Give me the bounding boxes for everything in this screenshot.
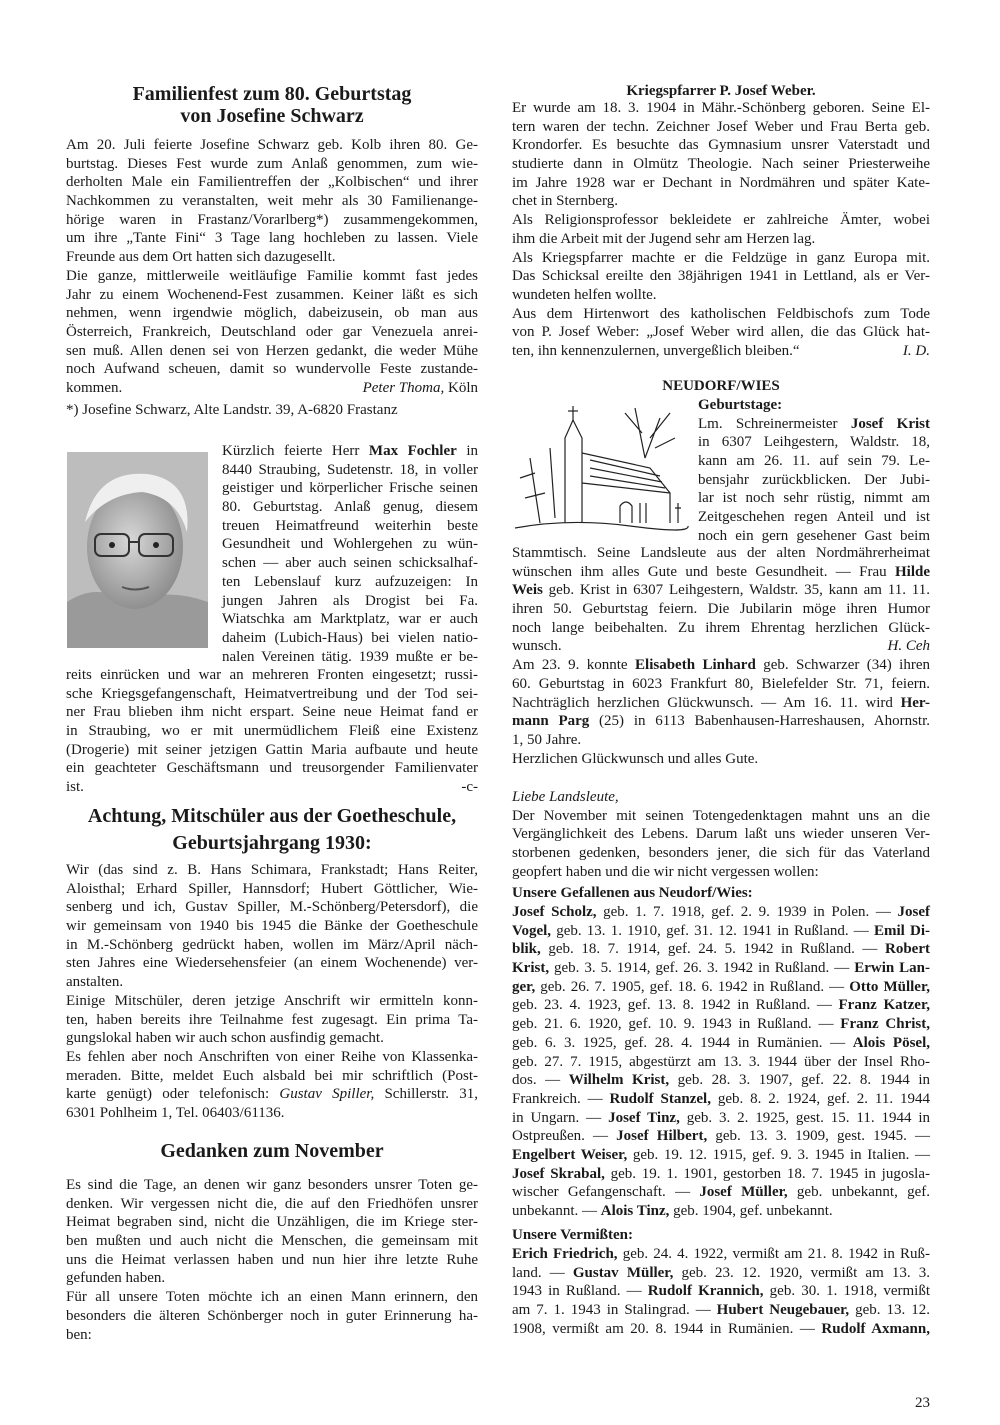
bold-name: Josef Tinz, xyxy=(608,1109,680,1126)
text-line: storbenen gedenken, besonders jener, die sich für das Vaterland xyxy=(512,845,930,862)
text-line xyxy=(512,1245,930,1264)
paragraph xyxy=(512,305,930,361)
text-line: wir gemeinsam von 1940 bis 1945 die Bänke der Goetheschule xyxy=(66,918,478,935)
text-line: gefunden haben. xyxy=(66,1270,166,1287)
neudorf-heading: NEUDORF/WIES xyxy=(662,378,780,394)
familienfest-body xyxy=(66,136,478,398)
text-line: Er wurde am 18. 3. 1904 in Mähr.-Schönberg geboren. Seine El- xyxy=(512,100,930,116)
text-run: geb. 1904, gef. unbekannt. xyxy=(669,1203,833,1219)
text-line: treuen Heimatfreund weiterhin beste xyxy=(222,517,478,534)
text-run: Schillerstr. 31, xyxy=(374,1086,478,1103)
text-line: noch ein gern gesehener Gast beim xyxy=(698,527,930,544)
text-line: lar ist noch sehr rüstig, nimmt am xyxy=(698,490,930,507)
text-line xyxy=(512,694,930,713)
text-line: um ihre „Tante Fini“ 3 Tage lang hochleben zu lassen. Viele xyxy=(66,230,478,247)
gedanken-body xyxy=(66,1176,478,1344)
text-run: land. — xyxy=(512,1264,573,1281)
text-line: noch lange beibehalten. Zu ihrem Ehrentag herzlichen Glück- xyxy=(512,619,930,636)
text-run: geb. 13. 3. 1909, gest. 1945. — xyxy=(707,1128,930,1145)
text-line xyxy=(512,1264,930,1283)
text-run: geb. 19. 12. 1915, gef. 9. 3. 1945 in Italien. — xyxy=(627,1146,930,1163)
text-line xyxy=(512,978,930,997)
text-line xyxy=(512,1127,930,1146)
text-line xyxy=(66,1085,478,1104)
paragraph xyxy=(512,211,930,248)
text-line: ner Frau blieben ihm nicht erspart. Seine neue Heimat fand er xyxy=(66,704,478,721)
church-drawing xyxy=(510,398,690,538)
text-run: Frankreich. — xyxy=(512,1090,610,1107)
text-run: kommen. xyxy=(66,379,123,396)
bold-name: Franz Katzer, xyxy=(838,997,930,1014)
paragraph xyxy=(66,1288,478,1344)
text-line: noch Aufwand scheuen, damit so wundervolle Feste zustande- xyxy=(66,361,478,378)
bold-name: Josef Hilbert, xyxy=(616,1128,708,1145)
paragraph xyxy=(512,656,930,749)
paragraph xyxy=(512,788,930,807)
text-line: tern waren der techn. Zeichner Josef Weber und Frau Berta geb. xyxy=(512,118,930,135)
text-line: Es fehlen aber noch Anschriften von einer Reihe von Klassenka- xyxy=(66,1048,478,1065)
title-line: Gedanken zum November xyxy=(160,1140,384,1162)
text-line xyxy=(512,637,930,656)
text-line: im Jahre 1928 war er Dechant in Nordmähren und später Kate- xyxy=(512,174,930,191)
bold-name: Erwin Lan- xyxy=(854,960,930,977)
bold-name: Robert xyxy=(885,941,930,958)
text-run: 1908, vermißt am 20. 8. 1944 in Rumänien. — xyxy=(512,1320,822,1337)
text-line xyxy=(512,1320,930,1339)
text-line: schen — aber auch seinen schicksalhaf- xyxy=(222,555,478,572)
text-line xyxy=(512,1282,930,1301)
signature xyxy=(461,778,478,797)
text-line xyxy=(512,1146,930,1165)
text-line xyxy=(512,342,930,361)
text-line xyxy=(512,922,930,941)
text-run: geb. 13. 12. xyxy=(849,1302,930,1319)
text-run: geb. Schwarzer (34) ihren xyxy=(755,657,931,674)
text-line xyxy=(512,940,930,959)
text-line: ten Lebenslauf kurz aufzuzeigen: In xyxy=(222,573,478,590)
neudorf-side xyxy=(698,396,930,546)
text-run: -c- xyxy=(461,779,478,796)
text-line: Zeitgeschehen regen Anteil und ist xyxy=(698,509,930,526)
text-line: (Drogerie) mit seiner jetzigen Gattin Maria aufbaute und heute xyxy=(66,741,478,758)
text-run: wunsch. xyxy=(512,638,562,655)
text-run: geb. Krist in 6307 Leihgestern, Waldstr. 35, kann am 11. 11. xyxy=(542,582,930,599)
text-run: geb. 3. 2. 1925, gest. 15. 11. 1944 in xyxy=(679,1109,931,1126)
bold-name: blik, xyxy=(512,941,541,958)
text-run: geb. 19. 1. 1901, gestorben 18. 7. 1945 in jugosla- xyxy=(604,1165,930,1182)
text-line: burtstag. Dieses Fest wurde zum Anlaß genommen, zum wie- xyxy=(66,155,478,172)
vermisste-list xyxy=(512,1245,930,1338)
text-line: Jahr zu einem Wochenend-Fest zusammen. Keiner läßt es sich xyxy=(66,286,478,303)
paragraph xyxy=(66,1176,478,1288)
text-run: Am 23. 9. konnte xyxy=(512,657,636,674)
text-line xyxy=(512,1301,930,1320)
text-run: geb. unbekannt, gef. xyxy=(787,1184,931,1201)
text-run: geb. 21. 6. 1920, gef. 10. 9. 1943 in Rußland. — xyxy=(512,1016,841,1033)
bold-name: Josef Skrabal, xyxy=(512,1165,605,1182)
text-line: daheim (Lubich-Haus) bei vielen natio- xyxy=(222,629,478,646)
text-line: geistiger und körperlicher Frische seinen xyxy=(222,480,478,497)
text-line: Die ganze, mittlerweile weitläufige Familie kommt fast jedes xyxy=(66,267,478,284)
text-line xyxy=(512,1090,930,1109)
text-line: meraden. Bitte, meldet Euch alsbald bei mir schriftlich (Post- xyxy=(66,1067,478,1084)
bold-name: Rudolf Axmann, xyxy=(821,1320,930,1337)
bold-name: Josef Müller, xyxy=(699,1184,788,1201)
vermisste-heading: Unsere Vermißten: xyxy=(512,1227,633,1243)
text-line: von P. Josef Weber: „Josef Weber wird allen, die das Glück hat- xyxy=(512,324,930,341)
text-line: chet in Sternberg. xyxy=(512,193,618,210)
text-line xyxy=(512,1034,930,1053)
text-line: besonders die älteren Schönberger noch in guter Erinnerung ha- xyxy=(66,1307,478,1324)
text-line xyxy=(512,1109,930,1128)
paragraph xyxy=(66,267,478,398)
signature xyxy=(903,342,930,361)
text-line: 80. Geburtstag. Anlaß genug, diesem xyxy=(222,499,478,516)
bold-name: Josef Scholz, xyxy=(512,904,597,920)
portrait-photo xyxy=(67,452,208,648)
text-line: sten Jahres eine Wiedersehensfeier (an einem Wochenende) ver- xyxy=(66,955,478,972)
text-run: geb. 26. 7. 1905, gef. 18. 6. 1942 in Rußland. — xyxy=(535,978,850,995)
italic-text: Peter Thoma, xyxy=(362,379,445,396)
text-line: sche Kriegsgefangenschaft, Heimatvertreibung und der Tod sei- xyxy=(66,685,478,702)
text-line: Aus dem Hirtenwort des katholischen Feldbischofs zum Tode xyxy=(512,305,930,322)
text-run: Kürzlich feierte Herr xyxy=(222,443,369,459)
text-line xyxy=(512,959,930,978)
text-line: in Straubing, wo er mit unermüdlichem Fleiß eine Existenz xyxy=(66,723,478,740)
paragraph xyxy=(512,1245,930,1338)
text-line: nalen Vereinen tätig. 1939 mußte er be- xyxy=(222,648,478,665)
text-run: geb. 1. 7. 1918, gef. 2. 9. 1939 in Polen. — xyxy=(596,904,898,920)
bold-name: Rudolf Krannich, xyxy=(647,1283,764,1300)
line-text xyxy=(66,379,122,398)
text-line xyxy=(512,581,930,600)
text-line xyxy=(512,656,930,675)
paragraph xyxy=(66,401,478,420)
text-run: ten, ihn kennenzulernen, unvergeßlich bleiben.“ xyxy=(512,342,800,359)
text-line: ihm die Arbeit mit der Jugend sehr am Herzen lag. xyxy=(512,230,816,247)
bold-name: Josef xyxy=(897,904,930,920)
bold-name: Max Fochler xyxy=(368,443,457,459)
text-line: Gesundheit und Wohlergehen zu wün- xyxy=(222,536,478,553)
text-run: geb. 28. 3. 1907, gef. 22. 8. 1944 in xyxy=(669,1072,930,1089)
title-line: Achtung, Mitschüler aus der Goetheschule, xyxy=(87,805,457,827)
text-line: Für all unsere Toten möchte ich an einen Mann erinnern, den xyxy=(66,1289,478,1306)
text-line xyxy=(66,379,478,398)
text-line: Herzlichen Glückwunsch und alles Gute. xyxy=(512,750,759,767)
text-line xyxy=(512,1202,930,1221)
familienfest-footnote xyxy=(66,401,478,420)
gedanken-title xyxy=(66,1140,478,1162)
text-line: 8440 Straubing, Sudetenstr. 18, in voller xyxy=(222,461,478,478)
page-number: 23 xyxy=(915,1395,930,1411)
bold-name: Elisabeth Linhard xyxy=(635,657,756,674)
line-text xyxy=(512,342,800,361)
text-run: Lm. Schreinermeister xyxy=(698,415,851,432)
familienfest-title xyxy=(66,83,478,127)
bold-name: Franz Christ, xyxy=(840,1016,930,1033)
text-line: in 6307 Leihgestern, Waldstr. 18, xyxy=(698,434,930,451)
line-text xyxy=(66,778,84,797)
text-line xyxy=(66,778,478,797)
text-line xyxy=(512,563,930,582)
bold-name: Alois Tinz, xyxy=(600,1203,670,1219)
italic-text: Liebe Landsleute, xyxy=(512,789,619,805)
text-line: Österreich, Frankreich, Deutschland oder gar Venezuela anrei- xyxy=(66,323,478,340)
text-line: anstalten. xyxy=(66,974,124,991)
gefallene-list xyxy=(512,903,930,1221)
paragraph xyxy=(512,249,930,305)
bold-name: Josef Krist xyxy=(850,415,930,432)
text-line: ihren 50. Geburtstag feiern. Die Jubilarin möge ihren Humor xyxy=(512,601,930,618)
text-line xyxy=(512,1165,930,1184)
text-run: geb. 6. 3. 1925, gef. 28. 4. 1944 in Rumänien. — xyxy=(512,1034,853,1051)
text-line: ben mußten und auch nicht die Menschen, die gemeinsam mit xyxy=(66,1233,478,1250)
text-line: geb. 27. 7. 1915, abgestürzt am 13. 3. 1944 über der Insel Rho- xyxy=(512,1053,930,1070)
text-line xyxy=(512,903,930,922)
text-run: karte genügt) oder telefonisch: xyxy=(66,1086,280,1103)
signature xyxy=(363,379,478,398)
text-line: Am 20. Juli feierte Josefine Schwarz geb. Kolb ihren 80. Ge- xyxy=(66,137,478,153)
landsleute-body xyxy=(512,788,930,881)
text-line xyxy=(512,788,930,807)
text-line: ben: xyxy=(66,1326,92,1343)
text-line: *) Josefine Schwarz, Alte Landstr. 39, A-6820 Frastanz xyxy=(66,402,398,418)
paragraph xyxy=(66,992,478,1048)
text-line: Heimat begraben sind, nicht die Unzähligen, die im Kriege ster- xyxy=(66,1214,478,1231)
text-line: Vergänglichkeit des Lebens. Darum laßt uns wieder unseren Ver- xyxy=(512,826,930,843)
text-line: Aloisthal; Erhard Spiller, Hannsdorf; Hubert Göttlicher, Wie- xyxy=(66,880,478,897)
text-line: jungen Jahren als Drogist bei Fa. xyxy=(222,592,478,609)
geburtstage-subheading: Geburtstage: xyxy=(698,397,783,413)
text-line: bensjahr zurückblicken. Der Jubi- xyxy=(698,471,930,488)
text-line: studierte dann in Olmütz Theologie. Nach seiner Priesterweihe xyxy=(512,156,930,173)
bold-name: ger, xyxy=(512,978,536,995)
paragraph xyxy=(66,1048,478,1123)
text-line: hörige waren in Frastanz/Vorarlberg*) zusammengekommen, xyxy=(66,211,478,228)
fochler-body xyxy=(66,666,478,797)
bold-name: Krist, xyxy=(512,960,550,977)
text-run: geb. 18. 7. 1914, gef. 24. 5. 1942 in Rußland. — xyxy=(540,941,885,958)
title-line: Geburtsjahrgang 1930: xyxy=(172,832,372,854)
text-line: denken. Wir vergessen nicht die, die auf den Friedhöfen unsrer xyxy=(66,1195,478,1212)
text-run: in xyxy=(456,443,478,459)
text-line: ein geachteter Geschäftsmann und treusorgender Familienvater xyxy=(66,760,478,777)
text-line: Krondorfer. Es besuchte das Gymnasium unsrer Vaterstadt und xyxy=(512,137,930,154)
gefallene-heading: Unsere Gefallenen aus Neudorf/Wies: xyxy=(512,885,753,901)
text-line: geopfert haben und die wir nicht vergessen wollen: xyxy=(512,863,819,880)
text-line: Der November mit seinen Totengedenktagen mahnt uns an die xyxy=(512,807,930,824)
text-line xyxy=(512,996,930,1015)
weber-heading: Kriegspfarrer P. Josef Weber. xyxy=(626,83,816,99)
text-line: kann am 26. 11. auf sein 79. Le- xyxy=(698,453,930,470)
line-text xyxy=(512,637,562,656)
bold-name: Engelbert Weiser, xyxy=(512,1146,628,1163)
neudorf-body xyxy=(512,544,930,768)
text-line: ten, haben bereits ihre Teilnahme fest zugesagt. Ein prima Ta- xyxy=(66,1011,478,1028)
text-line xyxy=(512,1183,930,1202)
text-run: geb. 13. 1. 1910, gef. 31. 12. 1941 in Rußland. — xyxy=(551,922,874,939)
bold-name: Otto Müller, xyxy=(849,978,930,995)
text-line: Freunde aus dem Ort hatten sich dazugesellt. xyxy=(66,249,336,266)
text-line: in M.-Schönberg gedrückt haben, wollen im März/April näch- xyxy=(66,936,478,953)
text-line: Wir (das sind z. B. Hans Schimara, Frankstadt; Hans Reiter, xyxy=(66,862,478,878)
text-line: Als Religionsprofessor bekleidete er zahlreiche Ämter, wobei xyxy=(512,212,930,229)
bold-name: Hubert Neugebauer, xyxy=(716,1302,850,1319)
text-run: (25) in 6113 Babenhausen-Harreshausen, Ahornstr. xyxy=(589,713,931,730)
text-run: Köln xyxy=(444,379,478,396)
text-line xyxy=(512,1015,930,1034)
text-line: Einige Mitschüler, deren jetzige Anschrift wir ermitteln konn- xyxy=(66,992,478,1009)
paragraph xyxy=(512,750,930,769)
fochler-side-text xyxy=(222,442,478,666)
text-run: geb. 23. 12. 1920, vermißt am 13. 3. xyxy=(673,1264,931,1281)
text-run: geb. 8. 2. 1924, gef. 2. 11. 1944 xyxy=(710,1090,930,1107)
italic-text: H. Ceh xyxy=(887,638,930,655)
text-run: 1943 in Rußland. — xyxy=(512,1283,648,1300)
text-line xyxy=(698,415,930,434)
text-line: wundeten helfen wollte. xyxy=(512,286,657,303)
bold-name: Weis xyxy=(512,582,543,599)
text-run: unbekannt. — xyxy=(512,1203,601,1219)
text-run: geb. 23. 4. 1923, gef. 13. 8. 1942 in Rußland. — xyxy=(512,997,839,1014)
text-run: dos. — xyxy=(512,1072,569,1089)
title-line: von Josefine Schwarz xyxy=(180,105,364,127)
text-line: senberg und ich, Gustav Spiller, M.-Schönberg/Petersdorf), die xyxy=(66,899,478,916)
text-run: Ostpreußen. — xyxy=(512,1128,617,1145)
bold-name: mann Parg xyxy=(512,713,590,730)
achtung-body xyxy=(66,861,478,1123)
bold-name: Hilde xyxy=(894,563,930,580)
text-run: geb. 30. 1. 1918, vermißt xyxy=(763,1283,931,1300)
text-run: wischer Gefangenschaft. — xyxy=(512,1184,700,1201)
text-run: in Ungarn. — xyxy=(512,1109,609,1126)
bold-name: Wilhelm Krist, xyxy=(568,1072,670,1089)
text-run: geb. 3. 5. 1914, gef. 26. 3. 1942 in Rußland. — xyxy=(549,960,855,977)
text-line xyxy=(512,712,930,731)
paragraph xyxy=(66,666,478,797)
text-line: sen muß. Allen denen sei von Herzen gedankt, die weder Mühe xyxy=(66,342,478,359)
text-line: Es sind die Tage, an denen wir ganz besonders unsrer Toten ge- xyxy=(66,1177,478,1193)
text-line xyxy=(222,442,478,461)
text-line: uns die Heimat verlassen haben und nun hier ihre letzte Ruhe xyxy=(66,1251,478,1268)
text-line: 60. Geburtstag in 6023 Frankfurt 80, Bielefelder Str. 71, feiern. xyxy=(512,675,930,692)
text-line: reits einrücken und war an mehreren Fronten eingesetzt; russi- xyxy=(66,667,478,683)
bold-name: Erich Friedrich, xyxy=(512,1246,618,1262)
achtung-title xyxy=(66,803,478,857)
weber-body xyxy=(512,99,930,361)
text-line: Wiatschka am Marktplatz, war er auch xyxy=(222,611,478,628)
paragraph xyxy=(512,99,930,211)
text-line: nehmen, wenn irgendwie möglich, dabeizusein, ob man aus xyxy=(66,305,478,322)
text-line: Nachkommen zu veranstalten, weit mehr als 30 Familienange- xyxy=(66,193,478,210)
text-run: ist. xyxy=(66,779,84,796)
text-run: wünschen ihm alles Gute und beste Gesundheit. — Frau xyxy=(512,563,895,580)
text-line xyxy=(512,1071,930,1090)
italic-text: Gustav Spiller, xyxy=(279,1086,375,1103)
text-line: Das Schicksal ereilte den 38jährigen 1941 in Lettland, als er Ver- xyxy=(512,268,930,285)
text-line: derholten Male ein Familientreffen der „Kolbischen“ und ihrer xyxy=(66,174,478,191)
signature xyxy=(888,637,931,656)
paragraph xyxy=(512,903,930,1221)
text-line: Stammtisch. Seine Landsleute aus der alten Nordmährerheimat xyxy=(512,545,930,561)
neudorf-side-text xyxy=(698,415,930,546)
bold-name: Alois Pösel, xyxy=(852,1034,930,1051)
bold-name: Rudolf Stanzel, xyxy=(609,1090,711,1107)
paragraph xyxy=(66,136,478,267)
text-run: am 7. 1. 1943 in Stalingrad. — xyxy=(512,1302,717,1319)
italic-text: I. D. xyxy=(902,342,930,359)
title-line: Familienfest zum 80. Geburtstag xyxy=(132,83,412,105)
text-line: 1, 50 Jahre. xyxy=(512,731,582,748)
text-line: gungslokal haben wir auch schon ausfindig gemacht. xyxy=(66,1030,384,1047)
bold-name: Emil Di- xyxy=(873,922,930,939)
paragraph xyxy=(66,861,478,992)
text-run: geb. 24. 4. 1922, vermißt am 21. 8. 1942 in Ruß- xyxy=(617,1246,930,1262)
bold-name: Vogel, xyxy=(512,922,552,939)
text-line: Als Kriegspfarrer machte er die Feldzüge in ganz Europa mit. xyxy=(512,249,930,266)
text-line: 6301 Pohlheim 1, Tel. 06403/61136. xyxy=(66,1104,285,1121)
bold-name: Her- xyxy=(900,694,930,711)
paragraph xyxy=(512,544,930,656)
paragraph xyxy=(512,807,930,882)
text-run: Nachträglich herzlichen Glückwunsch. — Am 16. 11. wird xyxy=(512,694,901,711)
bold-name: Gustav Müller, xyxy=(572,1264,674,1281)
